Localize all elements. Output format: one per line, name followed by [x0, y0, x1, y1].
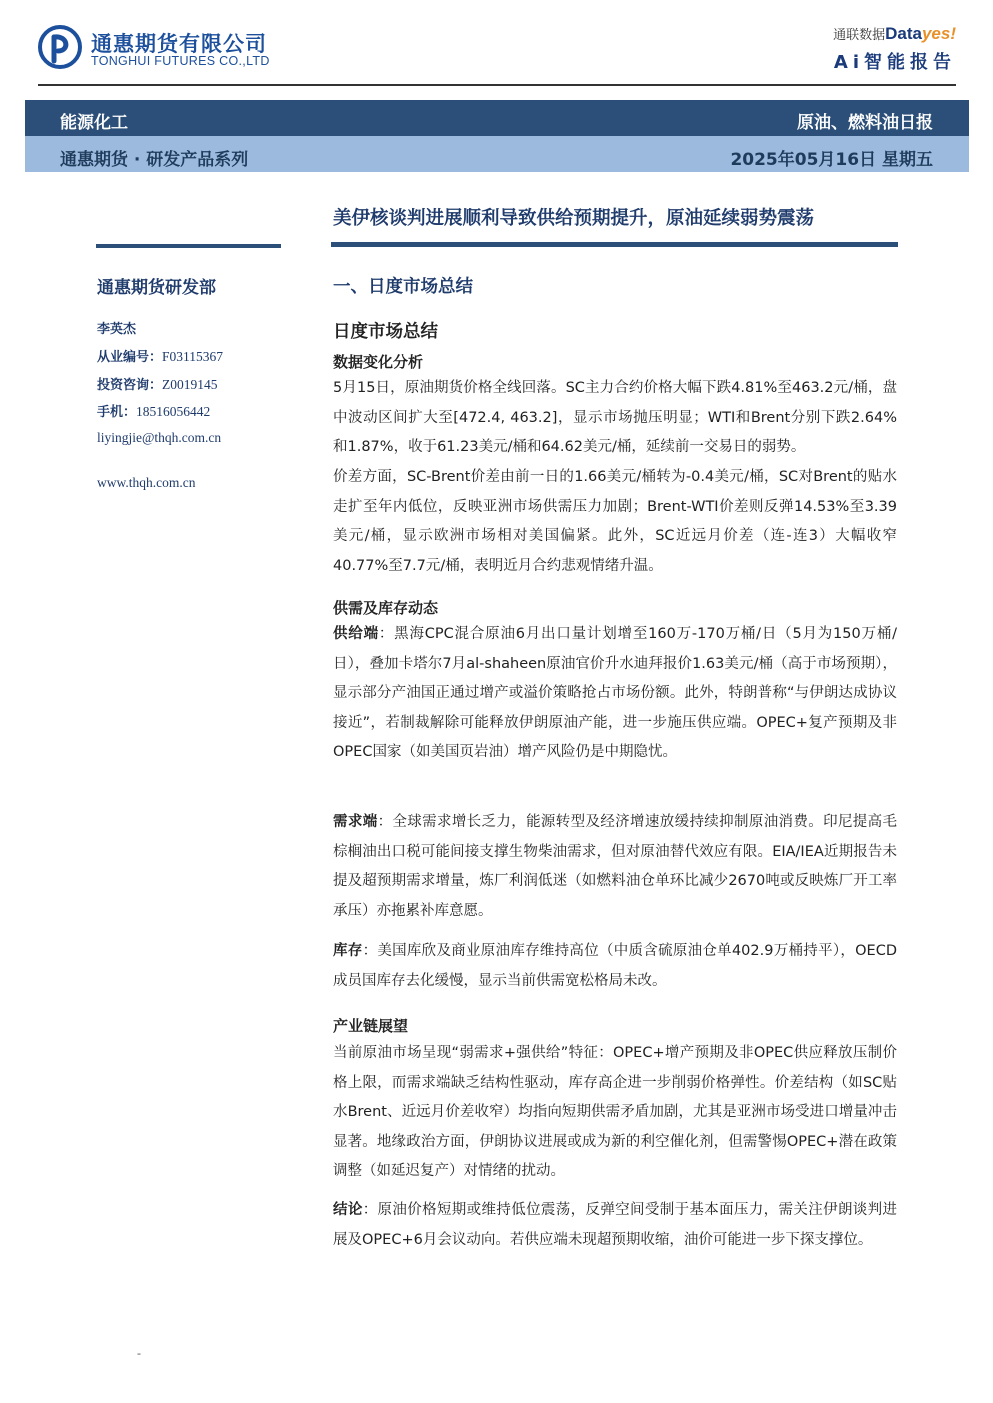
partner-name-yes: yes! — [921, 24, 956, 43]
section-heading: 一、日度市场总结 — [333, 277, 473, 297]
department-name: 通惠期货研发部 — [97, 278, 216, 298]
analyst-name-text: 李英杰 — [97, 322, 137, 337]
demand-text: ：全球需求增长乏力，能源转型及经济增速放缓持续抑制原油消费。印尼提高毛棕榈油出口税可能间接支撑生物柴油需求，但对原油替代效应有限。EIA/IEA近期报告未提及超预期需求增量，炼厂利润低迷（如燃料油仓单环比减少2670吨或反映炼厂开工率承压）亦拖累补库意愿。 — [333, 814, 898, 919]
sector-label: 能源化工 — [60, 113, 128, 133]
analyst-name — [97, 318, 136, 337]
conclusion-text: ：原油价格短期或维持低位震荡，反弹空间受制于基本面压力，需关注伊朗谈判进展及OPEC+6月会议动向。若供应端未现超预期收缩，油价可能进一步下探支撑位。 — [333, 1202, 897, 1248]
paragraph-demand — [333, 808, 897, 926]
report-name: 原油、燃料油日报 — [797, 113, 933, 133]
partner-logo — [833, 24, 956, 44]
cert-number — [97, 346, 223, 365]
consult-value: Z0019145 — [162, 377, 218, 392]
paragraph-stock — [333, 937, 897, 996]
partner-report-label: Ai智能报告 — [833, 52, 956, 73]
phone-label: 手机： — [97, 405, 137, 420]
supply-text: ：黑海CPC混合原油6月出口量计划增至160万-170万桶/日（5月为150万桶/日），叠加卡塔尔7月al-shaheen原油官价升水迪拜报价1.63美元/桶（高于市场预期），显示部分产油国正通过增产或溢价策略抢占市场份额。此外，特朗普称“与伊朗达成协议接近”，若制裁解除可能释放伊朗原油产能，进一步施压供应端。OPEC+复产预期及非OPEC国家（如美国页岩油）增产风险仍是中期隐忧。 — [333, 626, 897, 760]
header-divider — [38, 84, 956, 86]
company-logo-icon — [38, 25, 82, 69]
title-rule — [331, 242, 898, 247]
supply-demand-heading: 供需及库存动态 — [333, 599, 439, 617]
paragraph-chain: 当前原油市场呈现“弱需求+强供给”特征：OPEC+增产预期及非OPEC供应释放压制价格上限，而需求端缺乏结构性驱动，库存高企进一步削弱价格弹性。价差结构（如SC贴水Brent、近远月价差收窄）均指向短期供需矛盾加剧，尤其是亚洲市场受进口增量冲击显著。地缘政治方面，伊朗协议进展或成为新的利空催化剂，但需警惕OPEC+潜在政策调整（如延迟复产）对情绪的扰动。 — [333, 1045, 897, 1179]
partner-name-cn: 通联数据 — [833, 28, 886, 43]
supply-label: 供给端 — [333, 626, 379, 642]
demand-label: 需求端 — [333, 814, 378, 830]
paragraph-price: 5月15日，原油期货价格全线回落。SC主力合约价格大幅下跌4.81%至463.2元/桶，盘中波动区间扩大至[472.4, 463.2]，显示市场抛压明显；WTI和Brent分别下跌2.64%和1.87%，收于61.23美元/桶和64.62美元/桶，延续前一交易日的弱势。 — [333, 380, 897, 455]
footer-mark: - — [137, 1346, 141, 1360]
company-name-cn: 通惠期货有限公司 — [91, 32, 267, 56]
partner-name-data: Data — [885, 24, 922, 43]
series-label: 通惠期货 · 研发产品系列 — [60, 150, 249, 170]
stock-text: ：美国库欣及商业原油库存维持高位（中质含硫原油仓单402.9万桶持平），OECD成员国库存去化缓慢，显示当前供需宽松格局未改。 — [333, 943, 898, 989]
sidebar-rule — [96, 244, 281, 248]
cert-value: F03115367 — [162, 349, 224, 364]
stock-label: 库存 — [333, 943, 363, 959]
website-link[interactable]: www.thqh.com.cn — [97, 475, 196, 490]
consult-label: 投资咨询： — [97, 378, 163, 393]
subsection-heading: 日度市场总结 — [333, 322, 438, 342]
paragraph-supply — [333, 620, 897, 768]
email-link[interactable]: liyingjie@thqh.com.cn — [97, 430, 222, 445]
conclusion-label: 结论 — [333, 1202, 363, 1218]
data-analysis-heading: 数据变化分析 — [333, 353, 424, 371]
consult-number — [97, 374, 218, 393]
phone-number — [97, 401, 210, 420]
report-title: 美伊核谈判进展顺利导致供给预期提升，原油延续弱势震荡 — [333, 208, 815, 229]
company-name-en: TONGHUI FUTURES CO.,LTD — [91, 54, 270, 68]
report-date: 2025年05月16日 星期五 — [730, 150, 933, 170]
paragraph-spread: 价差方面，SC-Brent价差由前一日的1.66美元/桶转为-0.4美元/桶，SC对Brent的贴水走扩至年内低位，反映亚洲市场供需压力加剧；Brent-WTI价差则反弹14.53%至3.39美元/桶，显示欧洲市场相对美国偏紧。此外，SC近远月价差（连-连3）大幅收窄40.77%至7.7元/桶，表明近月合约悲观情绪升温。 — [333, 469, 897, 574]
phone-value: 18516056442 — [136, 404, 211, 419]
chain-outlook-heading: 产业链展望 — [333, 1017, 409, 1035]
cert-label: 从业编号： — [97, 350, 163, 365]
paragraph-conclusion — [333, 1196, 897, 1255]
